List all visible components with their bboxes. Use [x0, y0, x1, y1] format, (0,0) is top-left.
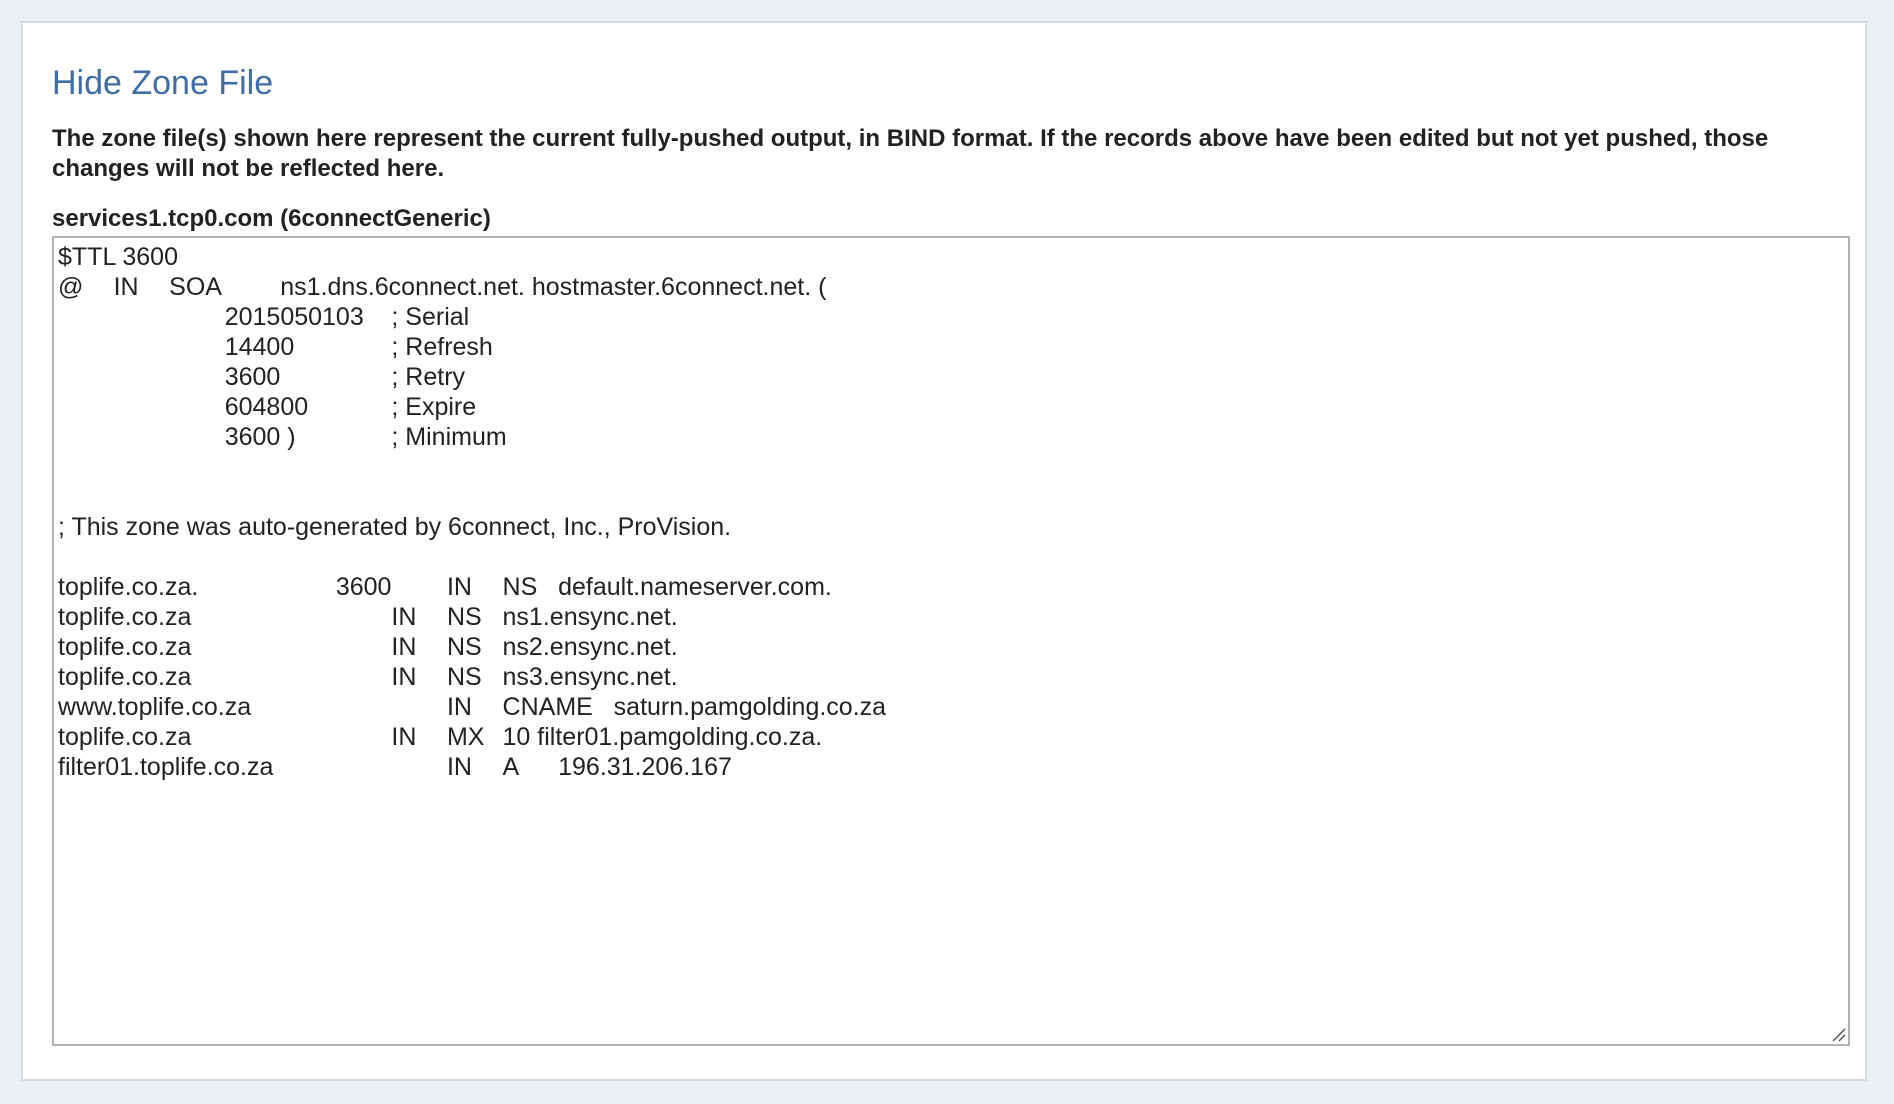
resize-handle-icon[interactable]	[1830, 1026, 1846, 1042]
zone-file-panel	[21, 21, 1867, 1081]
zone-file-box	[52, 236, 1850, 1046]
zone-file-description: The zone file(s) shown here represent the current fully-pushed output, in BIND format. If the records above have been edited but not yet pushed, those changes will not be reflected here.	[52, 125, 1769, 182]
hide-zone-file-link[interactable]: Hide Zone File	[52, 64, 274, 102]
zone-file-textarea[interactable]	[54, 238, 1848, 1044]
zone-name-label: services1.tcp0.com (6connectGeneric)	[52, 205, 491, 232]
